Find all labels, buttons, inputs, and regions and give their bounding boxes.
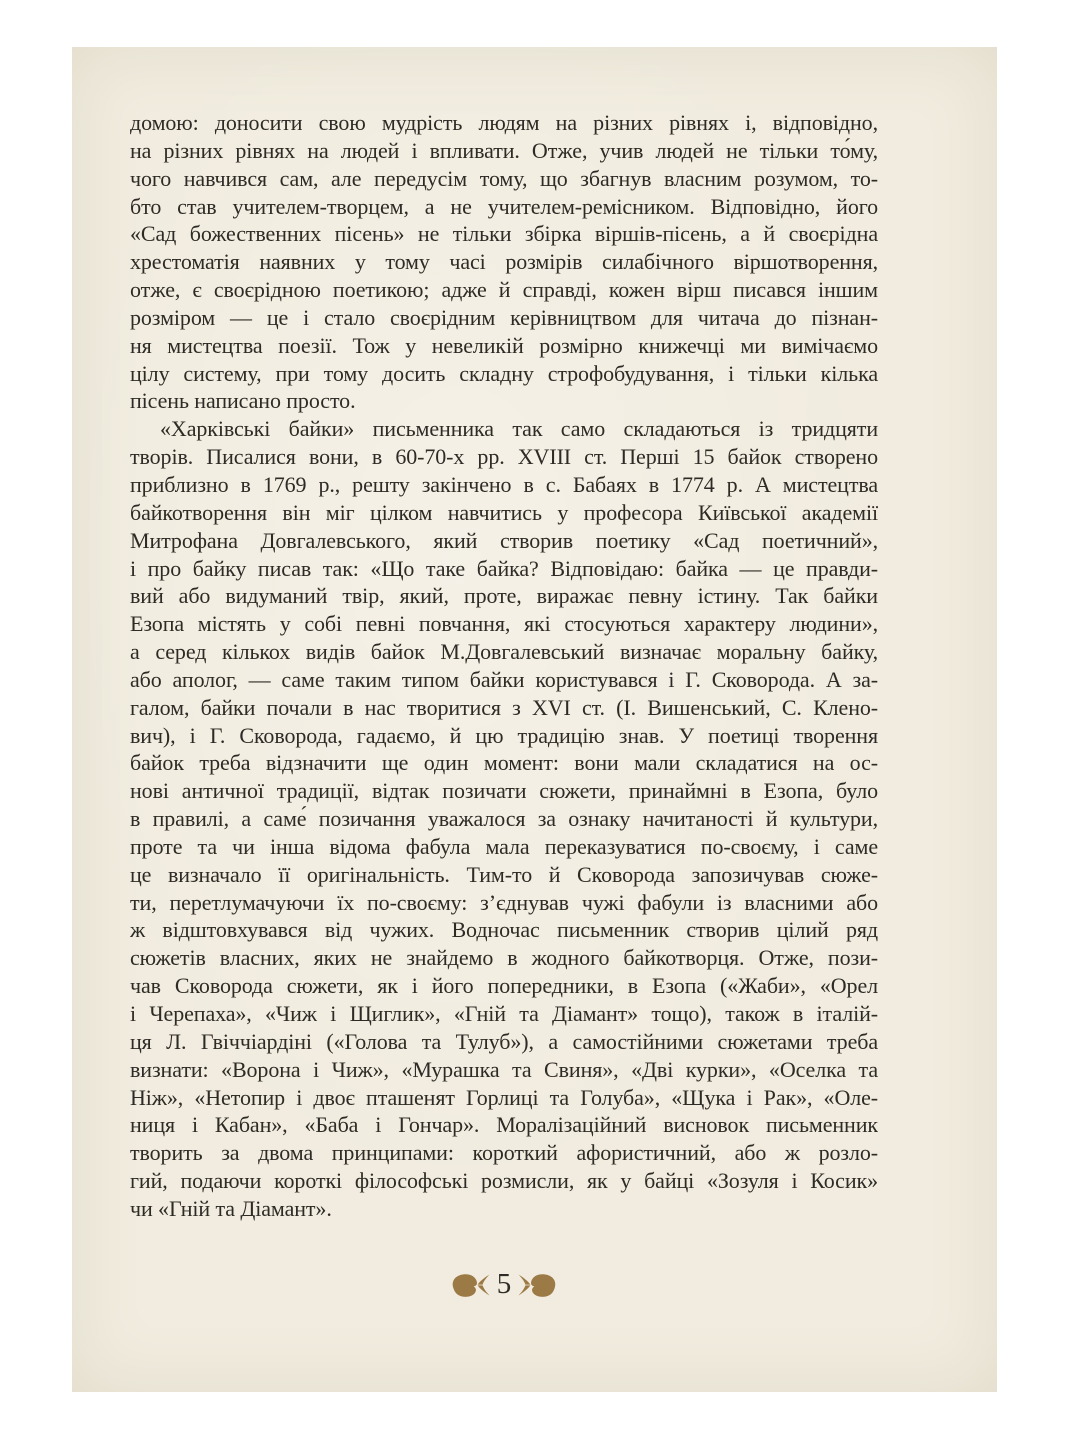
text-line: отже, є своєрідною поетикою; адже й справді, кожен вірш писався іншим (130, 277, 878, 303)
text-line: вич), і Г. Сковорода, гадаємо, й цю традицію знав. У поетиці творення (130, 722, 878, 748)
text-line: нові античної традиції, відтак позичати сюжети, принаймні в Езопа, було (130, 778, 878, 804)
text-line: ця Л. Гвіччіардіні («Голова та Тулуб»), а самостійними сюжетами треба (130, 1028, 878, 1054)
text-line: приблизно в 1769 р., решту закінчено в с. Бабаях в 1774 р. А мистецтва (130, 471, 878, 497)
text-line: гий, подаючи короткі філософські розмисли, як у байці «Зозуля і Косик» (130, 1168, 878, 1194)
text-line: чи «Гній та Діамант». (130, 1195, 332, 1221)
text-line: цілу систему, при тому досить складну строфобудування, і тільки кілька (130, 360, 878, 386)
text-line: або аполог, — саме таким типом байки користувався і Г. Сковорода. А за- (130, 666, 878, 692)
text-line: вий або видуманий твір, який, проте, виражає певну істину. Так байки (130, 583, 878, 609)
foliate-bud-left-icon (450, 1272, 490, 1298)
text-line: творить за двома принципами: короткий афористичний, або ж розло- (130, 1140, 878, 1166)
text-line: ниця і Кабан», «Баба і Гончар». Моралізаційний висновок письменник (130, 1112, 878, 1138)
text-line: «Харківські байки» письменника так само складаються із тридцяти (160, 416, 878, 442)
text-line: домою: доносити свою мудрість людям на різних рівнях і, відповідно, (130, 110, 878, 135)
paragraph (130, 109, 878, 415)
page-footer (130, 1269, 878, 1301)
text-line: сюжетів власних, яких не знайдемо в жодного байкотворця. Отже, пози- (130, 945, 878, 971)
text-line: на різних рівнях на людей і впливати. Отже, учив людей не тільки то́му, (130, 137, 878, 163)
text-line: чого навчився сам, але передусім тому, що збагнув власним розумом, то- (130, 165, 878, 191)
text-line: пісень написано просто. (130, 388, 356, 414)
text-line: і Черепаха», «Чиж і Щиглик», «Гній та Діамант» тощо), також в італій- (130, 1001, 878, 1026)
text-line: розміром — це і стало своєрідним керівництвом для читача до пізнан- (130, 304, 878, 330)
text-line: бто став учителем-творцем, а не учителем-ремісником. Відповідно, його (130, 193, 878, 219)
text-line: галом, байки почали в нас творитися з XVI ст. (І. Вишенський, С. Клено- (130, 694, 878, 720)
text-line: «Сад божественних пісень» не тільки збірка віршів-пісень, а й своєрідна (130, 221, 878, 247)
text-line: байок треба відзначити ще один момент: вони мали складатися на ос- (130, 750, 878, 776)
text-line: чав Сковорода сюжети, як і його попередники, в Езопа («Жаби», «Орел (130, 973, 878, 999)
foliate-bud-right-icon (518, 1272, 558, 1298)
text-line: Ніж», «Нетопир і двоє пташенят Горлиці та Голуба», «Щука і Рак», «Оле- (130, 1084, 878, 1110)
text-line: визнати: «Ворона і Чиж», «Мурашка та Свиня», «Дві курки», «Оселка та (130, 1056, 878, 1082)
page-number: 5 (496, 1267, 512, 1300)
page (72, 47, 997, 1392)
text-line: творів. Писалися вони, в 60-70-х рр. XVIII ст. Перші 15 байок створено (130, 444, 878, 470)
text-line: і про байку писав так: «Що таке байка? Відповідаю: байка — це правди- (130, 555, 878, 581)
text-line: ня мистецтва поезії. Тож у невеликій розмірно книжечці ми вимічаємо (130, 332, 878, 358)
text-line: хрестоматія наявних у тому часі розмірів силабічного віршотворення, (130, 249, 878, 275)
text-line: ти, перетлумачуючи їх по-своєму: з’єднував чужі фабули із власними або (130, 889, 878, 915)
text-line: Митрофана Довгалевського, який створив поетику «Сад поетичний», (130, 527, 878, 553)
text-line: Езопа містять у собі певні повчання, які стосуються характеру людини», (130, 611, 878, 637)
text-line: це визначало її оригінальність. Тим-то й Сковорода запозичував сюже- (130, 861, 878, 887)
text-line: ж відштовхувався від чужих. Водночас письменник створив цілий ряд (130, 917, 878, 943)
text-line: а серед кількох видів байок М.Довгалевський визначає моральну байку, (130, 639, 878, 665)
text-line: проте та чи інша відома фабула мала переказуватися по-своєму, і саме (130, 833, 878, 859)
text-line: в правилі, а саме́ позичання уважалося за ознаку начитаності й культури, (130, 806, 878, 832)
text-line: байкотворення він міг цілком навчитись у професора Київської академії (130, 499, 878, 525)
page-text (130, 109, 878, 1223)
paragraph (130, 415, 878, 1222)
